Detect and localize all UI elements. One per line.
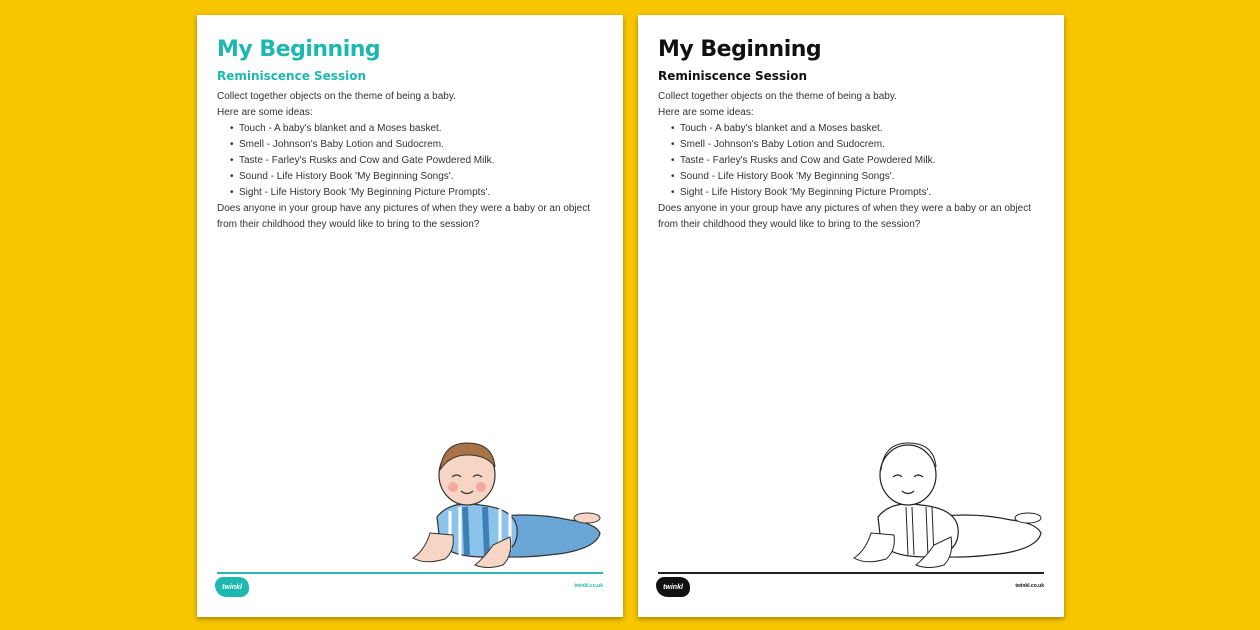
worksheet-page-color bbox=[197, 15, 623, 617]
worksheet-page-bw bbox=[638, 15, 1064, 617]
footer-divider bbox=[217, 572, 603, 574]
list-item: • Sound - Life History Book 'My Beginning Songs'. bbox=[680, 169, 1048, 185]
page-subtitle: Reminiscence Session bbox=[217, 69, 366, 83]
list-item: • Smell - Johnson's Baby Lotion and Sudocrem. bbox=[239, 137, 607, 153]
ideas-list bbox=[658, 121, 1048, 201]
page-subtitle: Reminiscence Session bbox=[658, 69, 807, 83]
twinkl-logo-icon: twinkl bbox=[656, 577, 690, 597]
list-item: • Sight - Life History Book 'My Beginning Picture Prompts'. bbox=[239, 185, 607, 201]
list-item: • Sight - Life History Book 'My Beginning Picture Prompts'. bbox=[680, 185, 1048, 201]
ideas-label: Here are some ideas: bbox=[217, 107, 313, 118]
intro-text: Collect together objects on the theme of being a baby. bbox=[217, 91, 456, 102]
intro-text: Collect together objects on the theme of being a baby. bbox=[658, 91, 897, 102]
twinkl-logo-icon: twinkl bbox=[215, 577, 249, 597]
page-title: My Beginning bbox=[217, 37, 381, 62]
worksheet-body bbox=[217, 89, 607, 233]
baby-illustration-icon bbox=[846, 425, 1046, 575]
worksheet-body bbox=[658, 89, 1048, 233]
question-text: Does anyone in your group have any pictures of when they were a baby or an object from their childhood they would like to bring to the session? bbox=[217, 203, 591, 230]
ideas-label: Here are some ideas: bbox=[658, 107, 754, 118]
list-item: • Sound - Life History Book 'My Beginning Songs'. bbox=[239, 169, 607, 185]
list-item: • Touch - A baby's blanket and a Moses basket. bbox=[239, 121, 607, 137]
ideas-list bbox=[217, 121, 607, 201]
list-item: • Taste - Farley's Rusks and Cow and Gate Powdered Milk. bbox=[680, 153, 1048, 169]
footer-divider bbox=[658, 572, 1044, 574]
list-item: • Taste - Farley's Rusks and Cow and Gate Powdered Milk. bbox=[239, 153, 607, 169]
footer-url: twinkl.co.uk bbox=[574, 583, 603, 589]
question-text: Does anyone in your group have any pictures of when they were a baby or an object from their childhood they would like to bring to the session? bbox=[658, 203, 1032, 230]
list-item: • Smell - Johnson's Baby Lotion and Sudocrem. bbox=[680, 137, 1048, 153]
footer-url: twinkl.co.uk bbox=[1015, 583, 1044, 589]
page-title: My Beginning bbox=[658, 37, 822, 62]
list-item: • Touch - A baby's blanket and a Moses basket. bbox=[680, 121, 1048, 137]
baby-illustration-icon bbox=[405, 425, 605, 575]
